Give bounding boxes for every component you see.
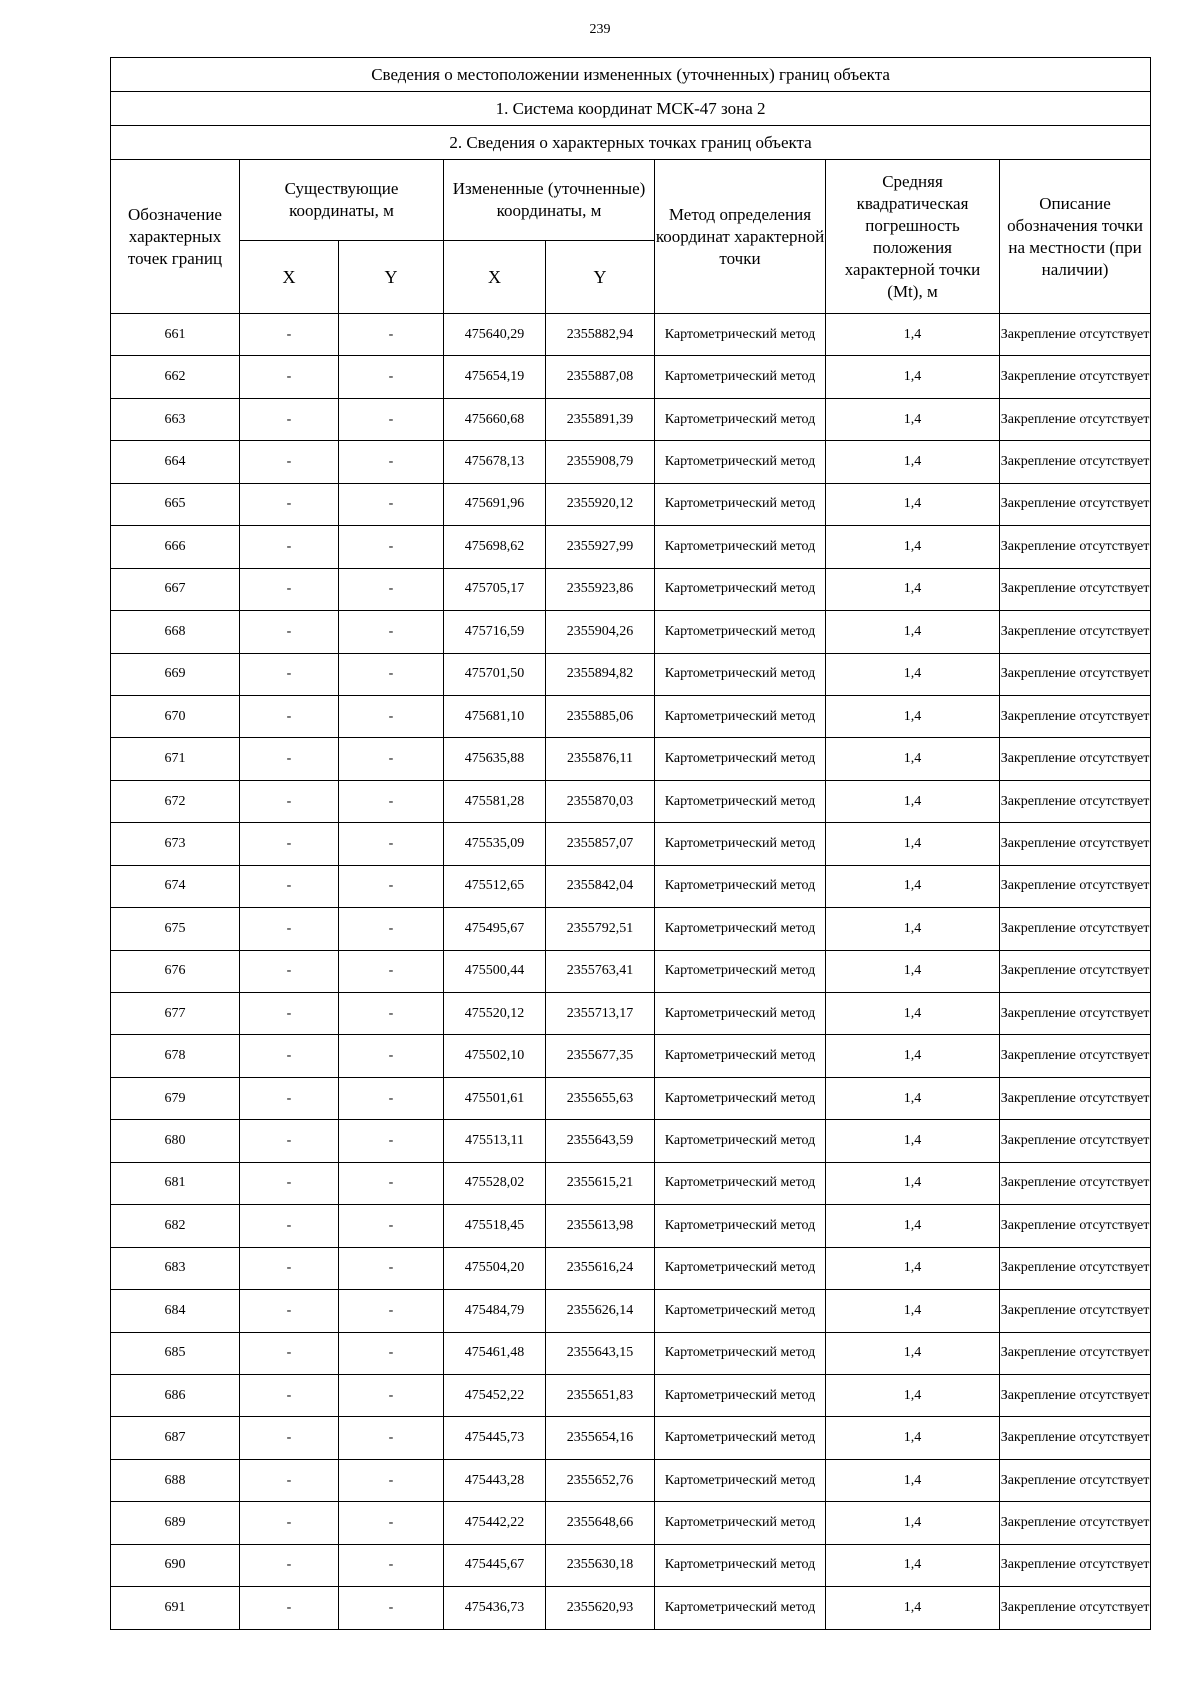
cell-existing-x: - — [240, 1417, 339, 1459]
table-row — [111, 908, 1151, 950]
cell-method: Картометрический метод — [655, 1544, 826, 1586]
cell-existing-y: - — [339, 993, 444, 1035]
cell-method: Картометрический метод — [655, 1417, 826, 1459]
cell-changed-x: 475504,20 — [444, 1247, 546, 1289]
cell-existing-y: - — [339, 823, 444, 865]
cell-existing-y: - — [339, 950, 444, 992]
cell-changed-y: 2355870,03 — [546, 780, 655, 822]
cell-point-number: 685 — [111, 1332, 240, 1374]
cell-existing-y: - — [339, 1459, 444, 1501]
table-row — [111, 695, 1151, 737]
cell-description: Закрепление отсутствует — [1000, 356, 1151, 398]
cell-description: Закрепление отсутствует — [1000, 1587, 1151, 1629]
table-row — [111, 780, 1151, 822]
cell-mean-error: 1,4 — [826, 695, 1000, 737]
cell-changed-x: 475443,28 — [444, 1459, 546, 1501]
table-row — [111, 1120, 1151, 1162]
cell-description: Закрепление отсутствует — [1000, 1162, 1151, 1204]
cell-description: Закрепление отсутствует — [1000, 908, 1151, 950]
cell-changed-x: 475698,62 — [444, 526, 546, 568]
cell-existing-y: - — [339, 1417, 444, 1459]
cell-method: Картометрический метод — [655, 1035, 826, 1077]
table-row — [111, 441, 1151, 483]
cell-point-number: 672 — [111, 780, 240, 822]
table-row — [111, 1459, 1151, 1501]
cell-mean-error: 1,4 — [826, 865, 1000, 907]
cell-description: Закрепление отсутствует — [1000, 611, 1151, 653]
cell-description: Закрепление отсутствует — [1000, 738, 1151, 780]
cell-changed-y: 2355887,08 — [546, 356, 655, 398]
table-row — [111, 1587, 1151, 1629]
cell-point-number: 690 — [111, 1544, 240, 1586]
cell-point-number: 684 — [111, 1290, 240, 1332]
cell-description: Закрепление отсутствует — [1000, 1502, 1151, 1544]
cell-description: Закрепление отсутствует — [1000, 1077, 1151, 1119]
cell-mean-error: 1,4 — [826, 1374, 1000, 1416]
cell-point-number: 661 — [111, 314, 240, 356]
table-row — [111, 1417, 1151, 1459]
cell-point-number: 676 — [111, 950, 240, 992]
cell-changed-y: 2355763,41 — [546, 950, 655, 992]
table-row — [111, 865, 1151, 907]
cell-point-number: 670 — [111, 695, 240, 737]
cell-changed-x: 475681,10 — [444, 695, 546, 737]
cell-description: Закрепление отсутствует — [1000, 1374, 1151, 1416]
cell-point-number: 681 — [111, 1162, 240, 1204]
cell-method: Картометрический метод — [655, 1077, 826, 1119]
table-row — [111, 1035, 1151, 1077]
table-row — [111, 738, 1151, 780]
cell-point-number: 689 — [111, 1502, 240, 1544]
cell-changed-x: 475535,09 — [444, 823, 546, 865]
cell-changed-y: 2355651,83 — [546, 1374, 655, 1416]
table-row — [111, 1374, 1151, 1416]
cell-existing-x: - — [240, 568, 339, 610]
cell-changed-y: 2355908,79 — [546, 441, 655, 483]
table-row — [111, 611, 1151, 653]
cell-method: Картометрический метод — [655, 526, 826, 568]
cell-point-number: 677 — [111, 993, 240, 1035]
cell-description: Закрепление отсутствует — [1000, 950, 1151, 992]
cell-changed-y: 2355630,18 — [546, 1544, 655, 1586]
cell-description: Закрепление отсутствует — [1000, 1120, 1151, 1162]
cell-description: Закрепление отсутствует — [1000, 1459, 1151, 1501]
cell-existing-y: - — [339, 780, 444, 822]
cell-existing-x: - — [240, 1247, 339, 1289]
header-changed-y: Y — [546, 241, 655, 314]
cell-existing-y: - — [339, 1544, 444, 1586]
cell-point-number: 679 — [111, 1077, 240, 1119]
cell-existing-y: - — [339, 398, 444, 440]
cell-point-number: 673 — [111, 823, 240, 865]
table-row — [111, 1247, 1151, 1289]
cell-point-number: 680 — [111, 1120, 240, 1162]
cell-existing-y: - — [339, 483, 444, 525]
cell-changed-x: 475500,44 — [444, 950, 546, 992]
cell-mean-error: 1,4 — [826, 356, 1000, 398]
cell-existing-x: - — [240, 1544, 339, 1586]
header-existing-y: Y — [339, 241, 444, 314]
cell-method: Картометрический метод — [655, 865, 826, 907]
cell-existing-y: - — [339, 865, 444, 907]
cell-mean-error: 1,4 — [826, 1544, 1000, 1586]
cell-changed-y: 2355891,39 — [546, 398, 655, 440]
cell-description: Закрепление отсутствует — [1000, 568, 1151, 610]
cell-existing-y: - — [339, 1290, 444, 1332]
table-row — [111, 823, 1151, 865]
cell-changed-x: 475442,22 — [444, 1502, 546, 1544]
cell-method: Картометрический метод — [655, 653, 826, 695]
cell-description: Закрепление отсутствует — [1000, 441, 1151, 483]
cell-mean-error: 1,4 — [826, 780, 1000, 822]
cell-point-number: 662 — [111, 356, 240, 398]
cell-point-number: 664 — [111, 441, 240, 483]
cell-mean-error: 1,4 — [826, 1332, 1000, 1374]
cell-changed-x: 475705,17 — [444, 568, 546, 610]
cell-method: Картометрический метод — [655, 1502, 826, 1544]
cell-method: Картометрический метод — [655, 823, 826, 865]
cell-existing-x: - — [240, 950, 339, 992]
cell-method: Картометрический метод — [655, 1247, 826, 1289]
cell-description: Закрепление отсутствует — [1000, 695, 1151, 737]
table-row — [111, 1205, 1151, 1247]
cell-existing-y: - — [339, 1120, 444, 1162]
cell-mean-error: 1,4 — [826, 1417, 1000, 1459]
cell-description: Закрепление отсутствует — [1000, 1417, 1151, 1459]
table-row — [111, 314, 1151, 356]
cell-description: Закрепление отсутствует — [1000, 780, 1151, 822]
cell-changed-y: 2355648,66 — [546, 1502, 655, 1544]
cell-existing-x: - — [240, 1374, 339, 1416]
cell-existing-y: - — [339, 356, 444, 398]
cell-changed-x: 475691,96 — [444, 483, 546, 525]
header-changed-coords: Измененные (уточненные) координаты, м — [444, 160, 655, 241]
cell-method: Картометрический метод — [655, 1332, 826, 1374]
cell-method: Картометрический метод — [655, 1120, 826, 1162]
cell-changed-y: 2355615,21 — [546, 1162, 655, 1204]
cell-changed-y: 2355904,26 — [546, 611, 655, 653]
cell-changed-x: 475520,12 — [444, 993, 546, 1035]
cell-changed-y: 2355857,07 — [546, 823, 655, 865]
cell-changed-y: 2355920,12 — [546, 483, 655, 525]
cell-point-number: 663 — [111, 398, 240, 440]
cell-changed-y: 2355616,24 — [546, 1247, 655, 1289]
cell-changed-x: 475495,67 — [444, 908, 546, 950]
cell-mean-error: 1,4 — [826, 314, 1000, 356]
cell-changed-x: 475716,59 — [444, 611, 546, 653]
cell-changed-x: 475654,19 — [444, 356, 546, 398]
cell-existing-y: - — [339, 1332, 444, 1374]
cell-point-number: 691 — [111, 1587, 240, 1629]
cell-method: Картометрический метод — [655, 1290, 826, 1332]
cell-existing-x: - — [240, 653, 339, 695]
cell-mean-error: 1,4 — [826, 993, 1000, 1035]
cell-point-number: 666 — [111, 526, 240, 568]
cell-changed-x: 475445,67 — [444, 1544, 546, 1586]
cell-mean-error: 1,4 — [826, 568, 1000, 610]
cell-method: Картометрический метод — [655, 398, 826, 440]
cell-existing-x: - — [240, 398, 339, 440]
cell-mean-error: 1,4 — [826, 1459, 1000, 1501]
cell-mean-error: 1,4 — [826, 738, 1000, 780]
table-title: Сведения о местоположении измененных (уточненных) границ объекта — [111, 58, 1151, 92]
table-body — [111, 314, 1151, 1630]
cell-existing-x: - — [240, 1035, 339, 1077]
cell-existing-y: - — [339, 1502, 444, 1544]
cell-existing-x: - — [240, 738, 339, 780]
cell-mean-error: 1,4 — [826, 611, 1000, 653]
cell-changed-y: 2355655,63 — [546, 1077, 655, 1119]
cell-changed-x: 475678,13 — [444, 441, 546, 483]
cell-point-number: 668 — [111, 611, 240, 653]
cell-existing-x: - — [240, 611, 339, 653]
cell-changed-x: 475581,28 — [444, 780, 546, 822]
cell-changed-x: 475436,73 — [444, 1587, 546, 1629]
cell-mean-error: 1,4 — [826, 1247, 1000, 1289]
cell-changed-y: 2355923,86 — [546, 568, 655, 610]
header-designation: Обозначение характерных точек границ — [111, 160, 240, 314]
cell-changed-y: 2355654,16 — [546, 1417, 655, 1459]
cell-description: Закрепление отсутствует — [1000, 1290, 1151, 1332]
cell-existing-y: - — [339, 1205, 444, 1247]
cell-point-number: 674 — [111, 865, 240, 907]
cell-changed-y: 2355652,76 — [546, 1459, 655, 1501]
cell-existing-x: - — [240, 1459, 339, 1501]
cell-existing-y: - — [339, 314, 444, 356]
cell-changed-y: 2355882,94 — [546, 314, 655, 356]
cell-method: Картометрический метод — [655, 1459, 826, 1501]
cell-existing-y: - — [339, 908, 444, 950]
cell-method: Картометрический метод — [655, 1162, 826, 1204]
cell-method: Картометрический метод — [655, 993, 826, 1035]
cell-changed-x: 475528,02 — [444, 1162, 546, 1204]
cell-method: Картометрический метод — [655, 908, 826, 950]
cell-mean-error: 1,4 — [826, 1162, 1000, 1204]
cell-description: Закрепление отсутствует — [1000, 823, 1151, 865]
cell-changed-x: 475461,48 — [444, 1332, 546, 1374]
cell-description: Закрепление отсутствует — [1000, 483, 1151, 525]
cell-changed-y: 2355927,99 — [546, 526, 655, 568]
cell-existing-y: - — [339, 1247, 444, 1289]
cell-mean-error: 1,4 — [826, 1290, 1000, 1332]
cell-existing-x: - — [240, 526, 339, 568]
cell-existing-y: - — [339, 695, 444, 737]
cell-changed-x: 475452,22 — [444, 1374, 546, 1416]
table-row — [111, 1502, 1151, 1544]
cell-method: Картометрический метод — [655, 314, 826, 356]
cell-changed-y: 2355677,35 — [546, 1035, 655, 1077]
cell-mean-error: 1,4 — [826, 398, 1000, 440]
cell-point-number: 669 — [111, 653, 240, 695]
cell-mean-error: 1,4 — [826, 483, 1000, 525]
cell-existing-x: - — [240, 780, 339, 822]
cell-changed-y: 2355613,98 — [546, 1205, 655, 1247]
cell-mean-error: 1,4 — [826, 823, 1000, 865]
table-row — [111, 653, 1151, 695]
cell-existing-y: - — [339, 568, 444, 610]
table-row — [111, 1332, 1151, 1374]
cell-changed-y: 2355643,15 — [546, 1332, 655, 1374]
cell-existing-y: - — [339, 441, 444, 483]
table-row — [111, 950, 1151, 992]
cell-mean-error: 1,4 — [826, 1077, 1000, 1119]
cell-mean-error: 1,4 — [826, 1035, 1000, 1077]
table-row — [111, 356, 1151, 398]
cell-changed-x: 475513,11 — [444, 1120, 546, 1162]
cell-description: Закрепление отсутствует — [1000, 314, 1151, 356]
page-number: 239 — [589, 22, 611, 37]
cell-changed-y: 2355894,82 — [546, 653, 655, 695]
cell-mean-error: 1,4 — [826, 1587, 1000, 1629]
cell-existing-y: - — [339, 526, 444, 568]
cell-point-number: 688 — [111, 1459, 240, 1501]
cell-method: Картометрический метод — [655, 1587, 826, 1629]
cell-method: Картометрический метод — [655, 950, 826, 992]
table-row — [111, 1162, 1151, 1204]
cell-changed-y: 2355885,06 — [546, 695, 655, 737]
header-description: Описание обозначения точки на местности (при наличии) — [1000, 160, 1151, 314]
cell-mean-error: 1,4 — [826, 908, 1000, 950]
cell-changed-x: 475501,61 — [444, 1077, 546, 1119]
cell-description: Закрепление отсутствует — [1000, 1205, 1151, 1247]
cell-changed-y: 2355643,59 — [546, 1120, 655, 1162]
cell-point-number: 687 — [111, 1417, 240, 1459]
cell-existing-x: - — [240, 1332, 339, 1374]
cell-point-number: 675 — [111, 908, 240, 950]
cell-existing-y: - — [339, 653, 444, 695]
table-row — [111, 483, 1151, 525]
cell-changed-x: 475518,45 — [444, 1205, 546, 1247]
cell-changed-x: 475635,88 — [444, 738, 546, 780]
header-existing-coords: Существующие координаты, м — [240, 160, 444, 241]
cell-mean-error: 1,4 — [826, 441, 1000, 483]
cell-mean-error: 1,4 — [826, 526, 1000, 568]
cell-existing-x: - — [240, 356, 339, 398]
cell-description: Закрепление отсутствует — [1000, 1332, 1151, 1374]
cell-description: Закрепление отсутствует — [1000, 1544, 1151, 1586]
cell-point-number: 686 — [111, 1374, 240, 1416]
table-row — [111, 398, 1151, 440]
cell-changed-x: 475502,10 — [444, 1035, 546, 1077]
cell-point-number: 671 — [111, 738, 240, 780]
cell-mean-error: 1,4 — [826, 1205, 1000, 1247]
cell-existing-y: - — [339, 1374, 444, 1416]
cell-method: Картометрический метод — [655, 611, 826, 653]
cell-existing-y: - — [339, 1162, 444, 1204]
cell-method: Картометрический метод — [655, 356, 826, 398]
cell-existing-y: - — [339, 611, 444, 653]
cell-changed-x: 475512,65 — [444, 865, 546, 907]
cell-changed-x: 475660,68 — [444, 398, 546, 440]
cell-changed-y: 2355620,93 — [546, 1587, 655, 1629]
cell-description: Закрепление отсутствует — [1000, 398, 1151, 440]
cell-existing-x: - — [240, 1077, 339, 1119]
cell-method: Картометрический метод — [655, 780, 826, 822]
cell-description: Закрепление отсутствует — [1000, 1035, 1151, 1077]
table-row — [111, 526, 1151, 568]
cell-changed-y: 2355713,17 — [546, 993, 655, 1035]
cell-existing-x: - — [240, 314, 339, 356]
cell-method: Картометрический метод — [655, 1374, 826, 1416]
cell-mean-error: 1,4 — [826, 653, 1000, 695]
cell-point-number: 683 — [111, 1247, 240, 1289]
cell-point-number: 682 — [111, 1205, 240, 1247]
cell-existing-y: - — [339, 1035, 444, 1077]
cell-mean-error: 1,4 — [826, 1502, 1000, 1544]
table-row — [111, 1077, 1151, 1119]
points-section-title: 2. Сведения о характерных точках границ объекта — [111, 126, 1151, 160]
cell-description: Закрепление отсутствует — [1000, 526, 1151, 568]
header-mean-error: Средняя квадратическая погрешность положения характерной точки (Mt), м — [826, 160, 1000, 314]
cell-point-number: 667 — [111, 568, 240, 610]
cell-point-number: 665 — [111, 483, 240, 525]
cell-existing-x: - — [240, 1162, 339, 1204]
table-row — [111, 993, 1151, 1035]
cell-description: Закрепление отсутствует — [1000, 993, 1151, 1035]
cell-mean-error: 1,4 — [826, 950, 1000, 992]
cell-existing-x: - — [240, 993, 339, 1035]
header-changed-x: X — [444, 241, 546, 314]
cell-existing-y: - — [339, 1077, 444, 1119]
coordinate-system-title: 1. Система координат МСК-47 зона 2 — [111, 92, 1151, 126]
cell-existing-y: - — [339, 1587, 444, 1629]
cell-changed-x: 475640,29 — [444, 314, 546, 356]
cell-method: Картометрический метод — [655, 1205, 826, 1247]
cell-changed-y: 2355842,04 — [546, 865, 655, 907]
cell-method: Картометрический метод — [655, 441, 826, 483]
cell-existing-x: - — [240, 1290, 339, 1332]
table-row — [111, 1290, 1151, 1332]
cell-method: Картометрический метод — [655, 738, 826, 780]
cell-changed-x: 475484,79 — [444, 1290, 546, 1332]
table-row — [111, 1544, 1151, 1586]
cell-mean-error: 1,4 — [826, 1120, 1000, 1162]
cell-method: Картометрический метод — [655, 695, 826, 737]
cell-existing-x: - — [240, 823, 339, 865]
boundary-points-table — [110, 57, 1151, 1630]
cell-point-number: 678 — [111, 1035, 240, 1077]
cell-existing-x: - — [240, 1502, 339, 1544]
cell-existing-y: - — [339, 738, 444, 780]
cell-changed-y: 2355876,11 — [546, 738, 655, 780]
cell-changed-x: 475701,50 — [444, 653, 546, 695]
header-existing-x: X — [240, 241, 339, 314]
cell-existing-x: - — [240, 1587, 339, 1629]
cell-changed-y: 2355626,14 — [546, 1290, 655, 1332]
cell-description: Закрепление отсутствует — [1000, 865, 1151, 907]
cell-existing-x: - — [240, 908, 339, 950]
cell-existing-x: - — [240, 695, 339, 737]
cell-existing-x: - — [240, 865, 339, 907]
header-method: Метод определения координат характерной точки — [655, 160, 826, 314]
cell-changed-y: 2355792,51 — [546, 908, 655, 950]
cell-existing-x: - — [240, 483, 339, 525]
cell-existing-x: - — [240, 1205, 339, 1247]
cell-existing-x: - — [240, 1120, 339, 1162]
cell-description: Закрепление отсутствует — [1000, 653, 1151, 695]
table-row — [111, 568, 1151, 610]
cell-method: Картометрический метод — [655, 483, 826, 525]
cell-changed-x: 475445,73 — [444, 1417, 546, 1459]
cell-description: Закрепление отсутствует — [1000, 1247, 1151, 1289]
cell-existing-x: - — [240, 441, 339, 483]
cell-method: Картометрический метод — [655, 568, 826, 610]
